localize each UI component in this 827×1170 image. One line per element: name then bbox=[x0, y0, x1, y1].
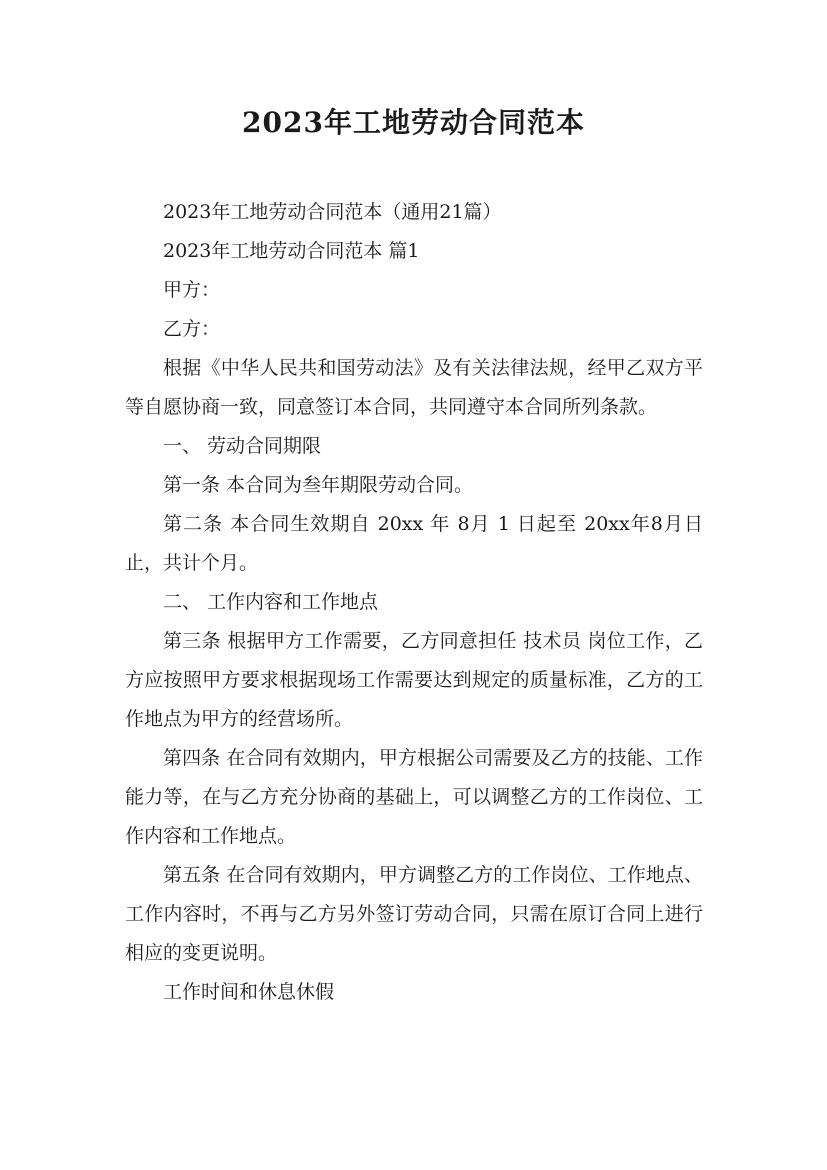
paragraph-preamble: 根据《中华人民共和国劳动法》及有关法律法规，经甲乙双方平等自愿协商一致，同意签订本合同，共同遵守本合同所列条款。 bbox=[125, 357, 703, 418]
section-heading-term: 一、 劳动合同期限 bbox=[163, 435, 322, 457]
clause-2: 第二条 本合同生效期自 20xx 年 8月 1 日起至 20xx年8月日止，共计个月。 bbox=[125, 513, 703, 574]
document-title: 2023年工地劳动合同范本 bbox=[242, 106, 585, 139]
section-heading-hours: 工作时间和休息休假 bbox=[163, 981, 335, 1003]
clause-5: 第五条 在合同有效期内，甲方调整乙方的工作岗位、工作地点、工作内容时，不再与乙方另外签订劳动合同，只需在原订合同上进行相应的变更说明。 bbox=[125, 864, 703, 964]
clause-4: 第四条 在合同有效期内，甲方根据公司需要及乙方的技能、工作能力等，在与乙方充分协商的基础上，可以调整乙方的工作岗位、工作内容和工作地点。 bbox=[125, 747, 703, 847]
document-body bbox=[125, 193, 703, 1012]
clause-1: 第一条 本合同为叁年期限劳动合同。 bbox=[163, 474, 474, 496]
clause-3: 第三条 根据甲方工作需要，乙方同意担任 技术员 岗位工作，乙方应按照甲方要求根据现场工作需要达到规定的质量标准，乙方的工作地点为甲方的经营场所。 bbox=[125, 630, 703, 730]
paragraph-chapter-heading: 2023年工地劳动合同范本 篇1 bbox=[163, 240, 420, 262]
section-heading-work: 二、 工作内容和工作地点 bbox=[163, 591, 379, 613]
paragraph-party-b: 乙方： bbox=[163, 318, 221, 340]
paragraph-subtitle: 2023年工地劳动合同范本（通用21篇） bbox=[163, 201, 502, 223]
paragraph-party-a: 甲方： bbox=[163, 279, 221, 301]
